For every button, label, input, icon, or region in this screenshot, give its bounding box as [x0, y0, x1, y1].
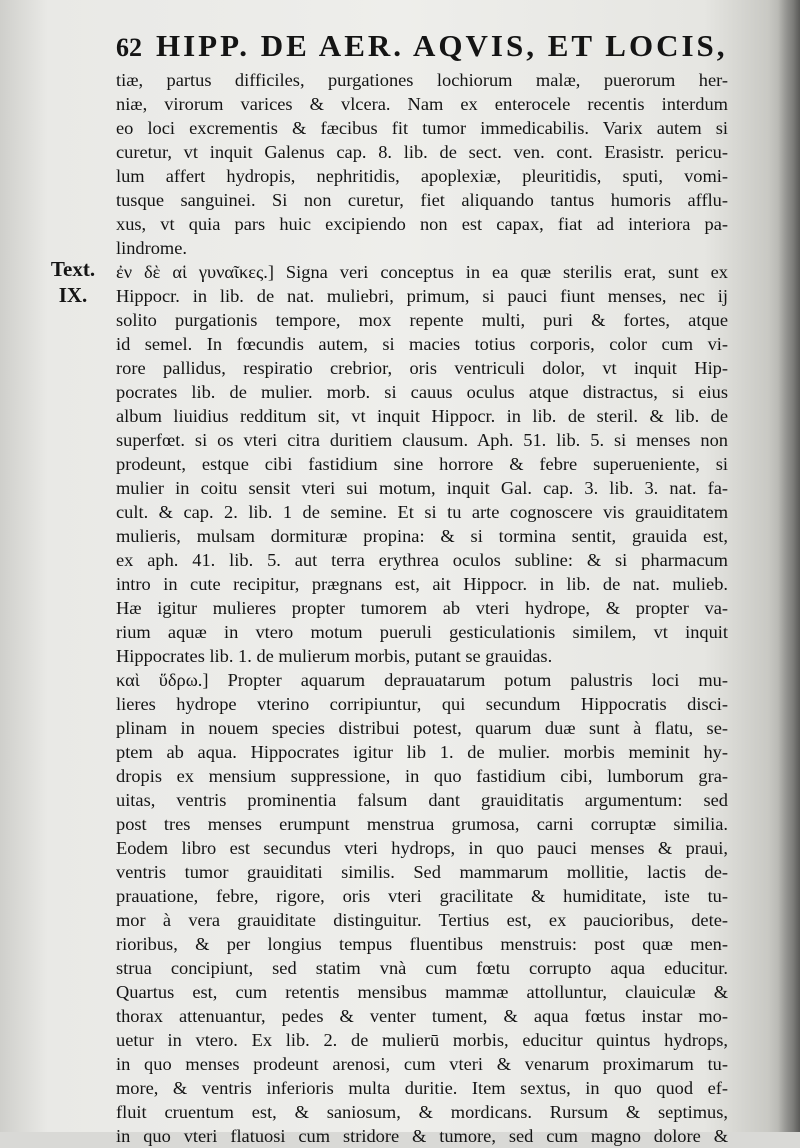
text-line: niæ, virorum varices & vlcera. Nam ex enterocele recentis interdum — [116, 94, 728, 114]
text-line: thorax attenuantur, pedes & venter tument, & aqua fœtus instar mo- — [116, 1006, 728, 1026]
text-line: in quo vteri flatuosi cum stridore & tumore, sed cum magno dolore & — [116, 1126, 728, 1146]
text-line: rioribus, & per longius tempus fluentibus menstruis: post quæ men- — [116, 934, 728, 954]
text-line: prauatione, febre, rigore, oris vteri gracilitate & humiditate, iste tu- — [116, 886, 728, 906]
text-line: ἐν δὲ αἱ γυναῖκες.] Signa veri conceptus in ea quæ sterilis erat, sunt ex — [116, 262, 728, 282]
text-line: rium aquæ in vtero motum pueruli gesticulationis similem, vt inquit — [116, 622, 728, 642]
text-line: in quo menses prodeunt arenosi, cum vteri & venarum proximarum tu- — [116, 1054, 728, 1074]
text-line: pocrates lib. de mulier. morb. si cauus oculus atque distractus, si eius — [116, 382, 728, 402]
text-line: tusque sanguinei. Si non curetur, fiet aliquando tantus humoris afflu- — [116, 190, 728, 210]
text-line: uetur in vtero. Ex lib. 2. de mulierū morbis, educitur quintus hydrops, — [116, 1030, 728, 1050]
text-line: curetur, vt inquit Galenus cap. 8. lib. de sect. ven. cont. Erasistr. pericu- — [116, 142, 728, 162]
text-line: plinam in nouem species distribui potest, quarum duæ sunt à flatu, se- — [116, 718, 728, 738]
text-line: mulieris, mulsam dormituræ propina: & si tormina sentit, grauida est, — [116, 526, 728, 546]
binding-shadow — [778, 0, 800, 1132]
text-line: album liuidius redditum sit, vt inquit Hippocr. in lib. de steril. & lib. de — [116, 406, 728, 426]
text-line: tiæ, partus difficiles, purgationes lochiorum malæ, puerorum her- — [116, 70, 728, 90]
text-line: ptem ab aqua. Hippocrates igitur lib 1. de mulier. morbis meminit hy- — [116, 742, 728, 762]
text-line: mulier in coitu sensit vteri sui motum, inquit Gal. cap. 3. lib. 3. nat. fa- — [116, 478, 728, 498]
text-line: Hippocr. in lib. de nat. muliebri, primum, si pauci fiunt menses, nec ij — [116, 286, 728, 306]
text-line: fluit cruentum est, & saniosum, & mordicans. Rursum & septimus, — [116, 1102, 728, 1122]
text-line: prodeunt, estque cibi fastidium sine horrore & febre superueniente, si — [116, 454, 728, 474]
text-line: rore pallidus, respiratio crebrior, oris ventriculi dolor, vt inquit Hip- — [116, 358, 728, 378]
text-line: dropis ex mensium suppressione, in quo fastidium cibi, lumborum gra- — [116, 766, 728, 786]
text-line: lindrome. — [116, 238, 187, 258]
text-line: uitas, ventris prominentia falsum dant grauiditatis argumentum: sed — [116, 790, 728, 810]
text-line: strua concipiunt, sed statim vnà cum fœtu corrupto aqua educitur. — [116, 958, 728, 978]
margin-note — [38, 256, 108, 308]
text-line: superfœt. si os vteri citra duritiem clausum. Aph. 51. lib. 5. si menses non — [116, 430, 728, 450]
text-line: more, & ventris inferioris multa duritie. Item sextus, in quo quod ef- — [116, 1078, 728, 1098]
text-line: lieres hydrope vterino corripiuntur, qui secundum Hippocratis disci- — [116, 694, 728, 714]
text-line: lum affert hydropis, nephritidis, apoplexiæ, pleuritidis, sputi, vomi- — [116, 166, 728, 186]
text-line: Hæ igitur mulieres propter tumorem ab vteri hydrope, & propter va- — [116, 598, 728, 618]
text-line: Hippocrates lib. 1. de mulierum morbis, putant se grauidas. — [116, 646, 553, 666]
running-title: HIPP. DE AER. AQVIS, ET LOCIS, — [156, 28, 728, 63]
text-line: Quartus est, cum retentis mensibus mammæ attolluntur, clauiculæ & — [116, 982, 728, 1002]
text-line: mor à vera grauiditate distinguitur. Tertius est, ex paucioribus, dete- — [116, 910, 728, 930]
text-line: Eodem libro est secundus vteri hydrops, in quo pauci menses & praui, — [116, 838, 728, 858]
margin-note-number: IX. — [58, 283, 88, 307]
text-line: post tres menses erumpunt menstrua grumosa, carni corruptæ similia. — [116, 814, 728, 834]
text-line: intro in cute recipitur, prægnans est, ait Hippocr. in lib. de nat. mulieb. — [116, 574, 728, 594]
text-line: xus, vt quia pars huic excipiendo non est capax, fiat ad interiora pa- — [116, 214, 728, 234]
text-line: solito purgationis tempore, mox repente multi, puri & fortes, atque — [116, 310, 728, 330]
page-number: 62 — [116, 33, 142, 62]
text-line: eo loci excrementis & fæcibus fit tumor immedicabilis. Varix autem si — [116, 118, 728, 138]
text-line: cult. & cap. 2. lib. 1 de semine. Et si tu arte cognoscere vis grauiditatem — [116, 502, 728, 522]
margin-note-text: Text. — [50, 257, 96, 281]
text-line: ex aph. 41. lib. 5. aut terra erythrea oculos subline: & si pharmacum — [116, 550, 728, 570]
text-line: ventris tumor grauiditati similis. Sed mammarum mollitie, lactis de- — [116, 862, 728, 882]
text-line: καὶ ὕδρω.] Propter aquarum deprauatarum potum palustris loci mu- — [116, 670, 728, 690]
body-text — [116, 68, 728, 1148]
text-line: id semel. In fœcundis autem, si macies totius corporis, color cum vi- — [116, 334, 728, 354]
